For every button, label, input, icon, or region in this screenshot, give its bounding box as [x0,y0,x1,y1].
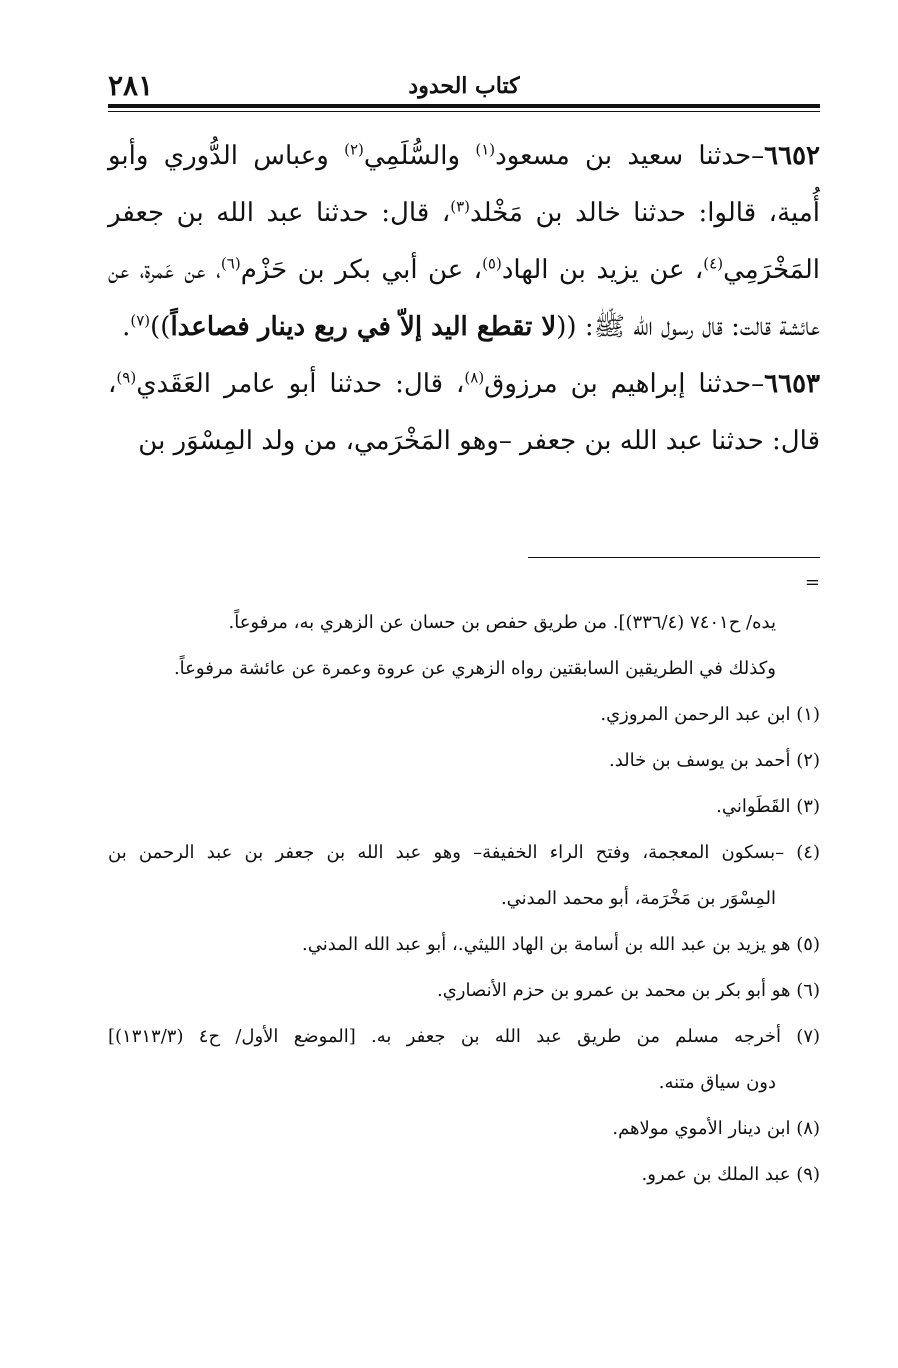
page-number: ٢٨١ [108,69,154,102]
text-run: ، عن أبي بكر بن حَزْم [240,255,483,285]
footnote-4-cont: المِسْوَر بن مَخْرَمة، أبو محمد المدني. [500,888,776,909]
prophetic-quote-end: فصاعداً [170,312,250,342]
text-line [224,369,820,399]
footnote-7-cont: دون سياق متنه. [658,1072,776,1093]
footnote-9: (٩) عبد الملك بن عمرو. [641,1164,820,1185]
hadith-6652 [108,128,820,356]
text-run: عائشة قالت: قال رسول الله ﷺ: (( [556,312,820,342]
text-run: . [122,312,131,342]
text-run: ، عن عَمرة، عن [108,255,221,285]
running-title: كتاب الحدود [408,73,520,99]
footnote-3: (٣) القَطَواني. [716,796,820,817]
text-run: –حدثنا إبراهيم بن مرزوق [484,369,765,399]
header-rule-thick [108,104,820,108]
footnote-2: (٢) أحمد بن يوسف بن خالد. [608,750,820,771]
text-run: العَقَدي [136,369,212,399]
text-run: ، قال: حدثنا عبد الله بن جعفر –وهو المَخْرَمي، من ولد المِسْوَر بن [108,369,820,456]
text-run: المَخْرَمِي [723,255,820,285]
footnote-continued: يده/ ح٧٤٠١ (٣٣٦/٤)]. من طريق حفص بن حسان عن الزهري به، مرفوعاً. [228,612,776,633]
header-rule-thin [108,111,820,112]
text-line [258,312,820,342]
hadith-number: ٦٦٥٣ [764,369,821,399]
footnote-ref[interactable]: (٤) [703,254,724,273]
footnote-1: (١) ابن عبد الرحمن المروزي. [600,704,820,725]
footnote-ref[interactable]: (٩) [116,368,137,387]
prophetic-quote: لا تقطع اليد إلاّ في ربع دينار [258,312,557,342]
text-run: وعباس الدُّوري [163,141,345,171]
text-line [164,141,820,171]
footnote-ref[interactable]: (٨) [464,368,485,387]
text-run: وأبو أُمية، قالوا: حدثنا خالد بن مَخْلد [108,141,821,228]
footnote-4: (٤) –بسكون المعجمة، وفتح الراء الخفيفة– وهو عبد الله بن جعفر بن عبد الرحمن بن [108,842,820,863]
quote-close-mark: )) [150,312,171,342]
footnote-separator [528,557,820,558]
footnote-ref[interactable]: (٥) [482,254,502,273]
footnote-7: (٧) أخرجه مسلم من طريق عبد الله بن جعفر به. [الموضع الأول/ ح٤ (١٣١٣/٣)] [108,1026,821,1047]
footnote-8: (٨) ابن دينار الأموي مولاهم. [612,1118,820,1139]
text-line [122,312,250,342]
text-line [108,255,820,285]
text-run: ، عن يزيد بن الهاد [501,255,704,285]
footnote-ref[interactable]: (٦) [220,254,241,273]
hadith-6653 [108,356,820,470]
hadith-number: ٦٦٥٢ [764,141,820,171]
text-run: –حدثنا سعيد بن مسعود [495,141,765,171]
text-run: ، قال: حدثنا عبد الله بن جعفر [108,198,451,228]
main-text [108,128,820,470]
footnote-ref[interactable]: (٢) [344,140,364,159]
footnote-6: (٦) هو أبو بكر بن محمد بن عمرو بن حزم الأنصاري. [436,980,820,1001]
footnote-ref[interactable]: (٣) [450,197,470,216]
continuation-mark: = [804,572,820,593]
footnote-continued: وكذلك في الطريقين السابقتين رواه الزهري عن عروة وعمرة عن عائشة مرفوعاً. [173,658,776,679]
text-run: والسُّلَمِي [363,141,476,171]
footnotes [108,600,820,1198]
page-header [108,70,820,102]
text-run: ، قال: حدثنا أبو عامر [223,369,465,399]
footnote-ref[interactable]: (١) [475,140,496,159]
footnote-5: (٥) هو يزيد بن عبد الله بن أسامة بن الهاد الليثي.، أبو عبد الله المدني. [302,934,820,955]
footnote-ref[interactable]: (٧) [130,311,151,330]
